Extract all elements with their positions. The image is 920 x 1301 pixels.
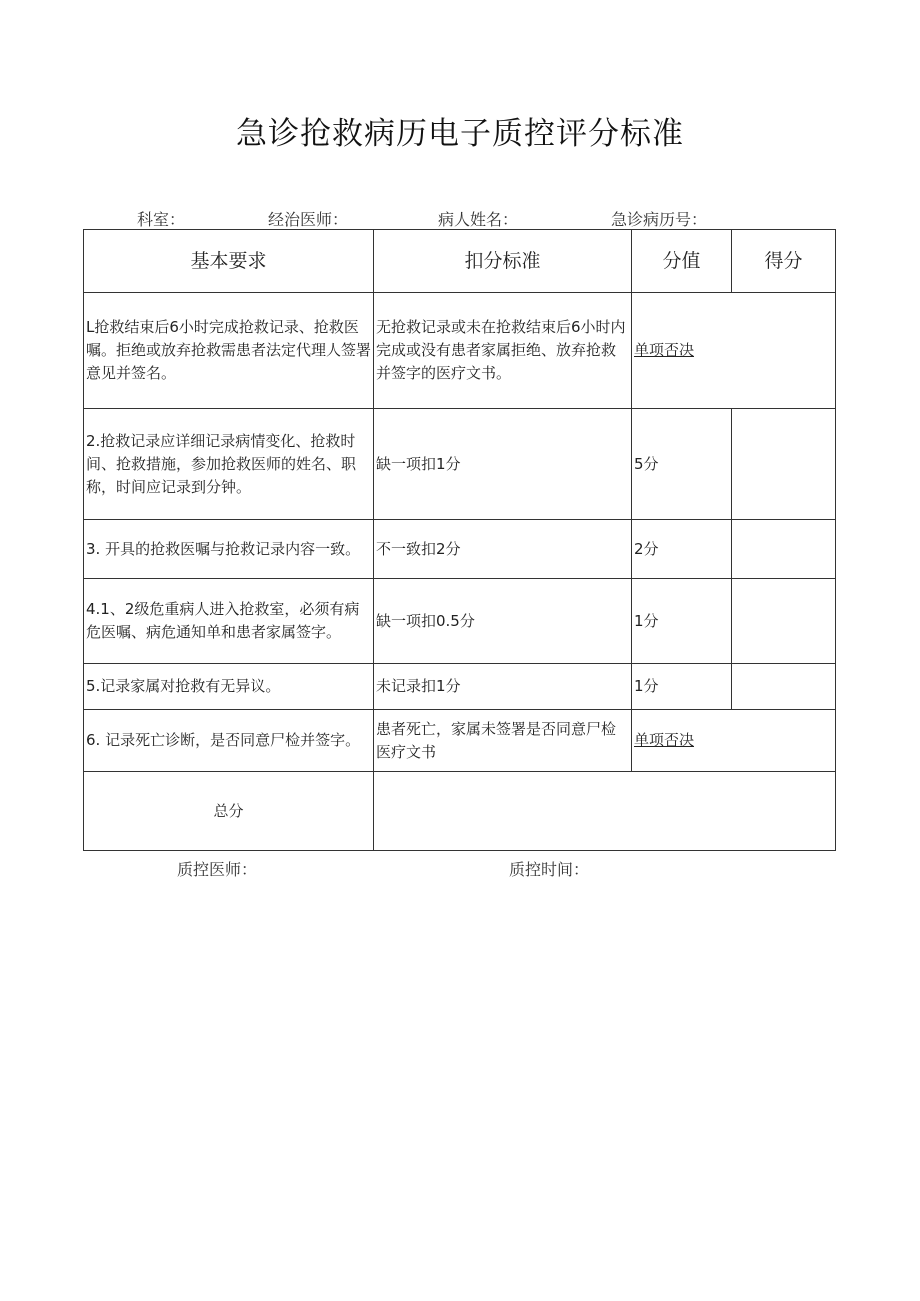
- deduction-cell: 不一致扣2分: [374, 520, 632, 579]
- requirement-cell: 3. 开具的抢救医嘱与抢救记录内容一致。: [84, 520, 374, 579]
- record-info-row: [0, 207, 920, 229]
- requirement-cell: 4.1、2级危重病人进入抢救室，必须有病危医嘱、病危通知单和患者家属签字。: [84, 579, 374, 664]
- points-cell: [632, 710, 836, 772]
- scoring-table: [83, 229, 836, 851]
- points-cell: 5分: [632, 409, 732, 520]
- deduction-cell: 未记录扣1分: [374, 664, 632, 710]
- requirement-cell: 2.抢救记录应详细记录病情变化、抢救时间、抢救措施，参加抢救医师的姓名、职称，时间应记录到分钟。: [84, 409, 374, 520]
- table-row: [84, 579, 836, 664]
- table-row: [84, 710, 836, 772]
- deduction-cell: 缺一项扣0.5分: [374, 579, 632, 664]
- requirement-cell: 6. 记录死亡诊断，是否同意尸检并签字。: [84, 710, 374, 772]
- deduction-cell: 患者死亡，家属未签署是否同意尸检医疗文书: [374, 710, 632, 772]
- requirement-cell: L抢救结束后6小时完成抢救记录、抢救医嘱。拒绝或放弃抢救需患者法定代理人签署意见并签名。: [84, 293, 374, 409]
- patient-name-label: 病人姓名：: [438, 210, 519, 229]
- qc-doctor-label: 质控医师：: [177, 860, 258, 879]
- table-header-row: [84, 230, 836, 293]
- total-label: 总分: [84, 772, 374, 851]
- score-input-cell[interactable]: [732, 664, 836, 710]
- deduction-cell: 缺一项扣1分: [374, 409, 632, 520]
- header-score: 得分: [732, 230, 836, 293]
- requirement-cell: 5.记录家属对抢救有无异议。: [84, 664, 374, 710]
- points-cell: 1分: [632, 579, 732, 664]
- table-row: [84, 520, 836, 579]
- score-input-cell[interactable]: [732, 409, 836, 520]
- qc-time-label: 质控时间：: [509, 860, 590, 879]
- department-label: 科室：: [137, 210, 186, 229]
- score-input-cell[interactable]: [732, 579, 836, 664]
- veto-text: 单项否决: [634, 731, 695, 749]
- total-score-cell[interactable]: [374, 772, 836, 851]
- deduction-cell: 无抢救记录或未在抢救结束后6小时内完成或没有患者家属拒绝、放弃抢救并签字的医疗文书。: [374, 293, 632, 409]
- points-cell: 1分: [632, 664, 732, 710]
- total-row: [84, 772, 836, 851]
- points-cell: [632, 293, 836, 409]
- table-row: [84, 293, 836, 409]
- table-row: [84, 664, 836, 710]
- points-cell: 2分: [632, 520, 732, 579]
- score-input-cell[interactable]: [732, 520, 836, 579]
- page-title: 急诊抢救病历电子质控评分标准: [236, 116, 684, 152]
- header-requirement: 基本要求: [84, 230, 374, 293]
- header-deduction: 扣分标准: [374, 230, 632, 293]
- record-number-label: 急诊病历号：: [611, 210, 708, 229]
- doctor-label: 经治医师：: [268, 210, 349, 229]
- veto-text: 单项否决: [634, 341, 695, 359]
- header-points: 分值: [632, 230, 732, 293]
- footer-row: [0, 857, 920, 879]
- table-row: [84, 409, 836, 520]
